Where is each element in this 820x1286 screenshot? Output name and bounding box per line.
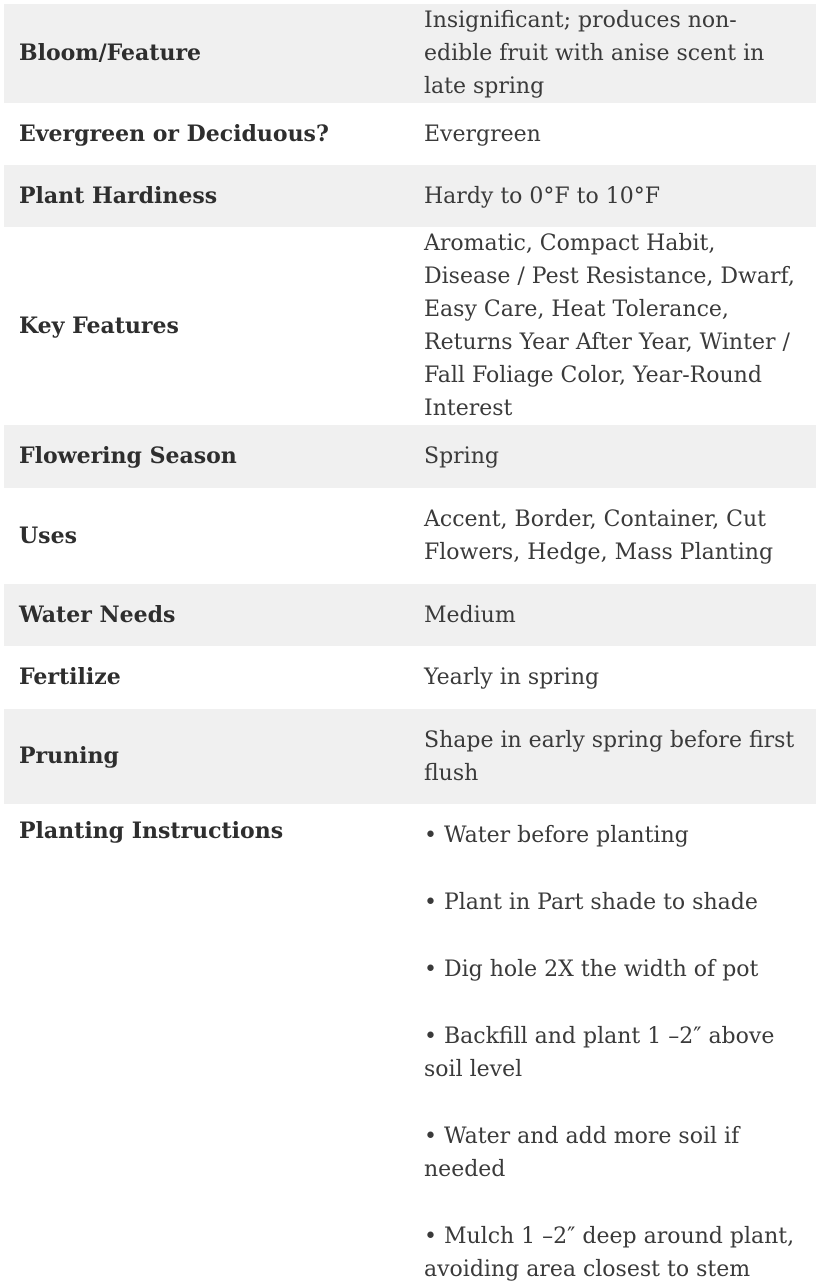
spec-label: Key Features [19,312,179,339]
spec-row-water-needs [4,584,816,646]
spec-row-plant-hardiness [4,165,816,227]
spec-label: Plant Hardiness [4,165,403,227]
spec-row-uses [4,488,816,584]
spec-label: Bloom/Feature [4,4,403,103]
spec-value: Accent, Border, Container, Cut Flowers, Hedge, Mass Planting [424,507,774,565]
spec-row-evergreen-deciduous [4,103,816,165]
planting-step: • Water and add more soil if needed [424,1124,740,1182]
spec-row-bloom-feature [4,4,816,103]
spec-value: Spring [403,425,816,488]
spec-label: Fertilize [19,664,121,690]
spec-row-key-features [4,227,816,425]
planting-step: • Backfill and plant 1 –2″ above soil level [424,1024,775,1082]
spec-label: Pruning [4,709,403,804]
spec-row-pruning [4,709,816,804]
spec-label: Flowering Season [4,425,403,488]
spec-value: Hardy to 0°F to 10°F [403,165,816,227]
planting-steps-list [403,804,816,1286]
spec-label: Water Needs [4,584,403,646]
spec-value: Yearly in spring [424,665,600,690]
spec-label: Evergreen or Deciduous? [19,120,329,147]
planting-step: • Plant in Part shade to shade [424,890,758,915]
spec-value: Evergreen [424,121,541,147]
spec-value: Medium [403,584,816,646]
spec-label: Uses [19,522,77,549]
spec-value: Aromatic, Compact Habit, Disease / Pest Resistance, Dwarf, Easy Care, Heat Tolerance, Returns Year After Year, Winter / Fall Foliage Color, Year-Round Interest [424,231,795,421]
spec-row-fertilize [4,646,816,709]
spec-row-flowering-season [4,425,816,488]
spec-label: Planting Instructions [19,818,284,844]
spec-value: Shape in early spring before first flush [403,709,816,804]
planting-step: • Dig hole 2X the width of pot [424,957,759,982]
spec-row-planting-instructions [4,804,816,1286]
planting-step: • Water before planting [424,823,689,848]
planting-step: • Mulch 1 –2″ deep around plant, avoiding area closest to stem [424,1224,795,1282]
plant-specs-table [4,4,816,1286]
spec-value: Insignificant; produces non-edible fruit with anise scent in late spring [403,4,816,103]
